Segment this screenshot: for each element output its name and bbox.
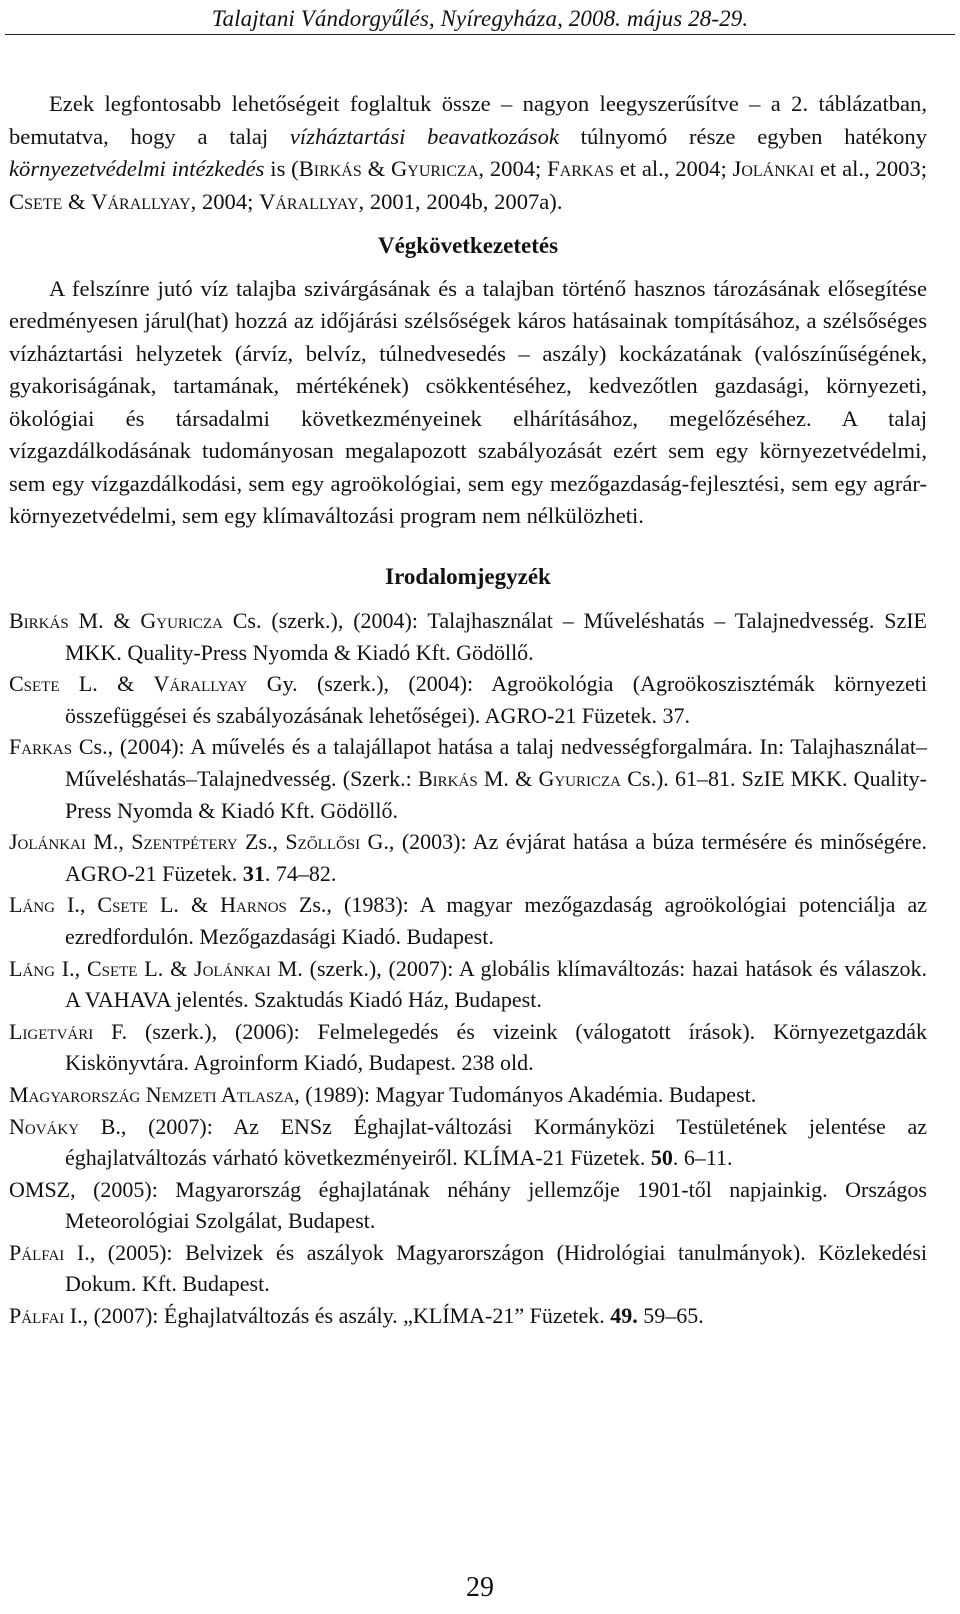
author-name: Birkás <box>9 608 69 633</box>
text-run: I., <box>54 892 98 918</box>
author-name: Jolánkai <box>732 156 815 181</box>
header-rule <box>5 34 955 35</box>
text-run: M., <box>85 829 132 855</box>
conclusion-paragraph: A felszínre jutó víz talajba szivárgásának és a talajban történő hasznos tározásának elősegítése eredményesen járul(hat) hozzá az időjárási szélsőségek káros hatásainak tompításához, a szélsőséges vízháztartási helyzetek (árvíz, belvíz, túlnedvesedés – aszály) kockázatának (valószínűségének, gyakoriságának, tartamának, mértékének) csökkentéséhez, kedvezőtlen gazdasági, környezeti, ökológiai és társadalmi következményeinek elhárításához, megelőzéséhez. A talaj vízgazdálkodásának tudományosan megalapozott szabályozását ezért sem egy környezetvédelmi, sem egy vízgazdálkodási, sem egy agroökológiai, sem egy mezőgazdaság-fejlesztési, sem egy agrár-környezetvédelmi, sem egy klímaváltozási program nem nélkülözheti. <box>9 275 927 528</box>
author-name: Ligetvári <box>9 1018 94 1044</box>
reference-item <box>9 1300 927 1332</box>
author-name: Pálfai <box>9 1239 65 1265</box>
author-name: Gyuricza <box>538 765 622 791</box>
reference-list <box>9 605 927 1332</box>
text-run: OMSZ, (2005): Magyarország éghajlatának néhány jellemzője 1901-től napjainkig. Országos Meteorológiai Szolgálat, Budapest. <box>9 1176 927 1234</box>
running-header: Talajtani Vándorgyűlés, Nyíregyháza, 2008. május 28-29. <box>211 6 749 31</box>
volume-number: 50 <box>650 1145 673 1171</box>
text-run: 59–65. <box>637 1303 704 1329</box>
reference-item <box>9 731 927 826</box>
text-run: et al., 2004; <box>613 156 733 181</box>
reference-item <box>9 1016 927 1079</box>
text-run: Zs., <box>237 829 286 855</box>
text-run: M. & <box>477 765 539 791</box>
author-name: Csete <box>9 188 63 214</box>
volume-number: 49. <box>610 1303 638 1329</box>
author-name: Jolánkai <box>9 829 86 855</box>
author-name: Birkás <box>298 156 362 181</box>
text-run: , 2004; <box>478 156 548 181</box>
author-name: Csete <box>9 671 60 697</box>
page-content <box>9 88 927 1332</box>
text-run: Zs., (1983): A magyar mezőgazdaság agroökológiai potenciálja az ezredfordulón. Mezőgazdasági Kiadó. Budapest. <box>65 892 928 949</box>
text-run: I., (2007): Éghajlatváltozás és aszály. „KLÍMA-21” Füzetek. <box>64 1303 611 1329</box>
author-name: Gyuricza <box>140 608 223 633</box>
author-name: Harnos <box>220 892 287 918</box>
author-name: Várallyay <box>259 188 359 214</box>
volume-number: 31 <box>242 860 265 886</box>
text-run: . 6–11. <box>672 1145 733 1171</box>
author-name: Gyuricza <box>390 156 479 181</box>
reference-item <box>9 668 927 731</box>
author-name: Farkas <box>547 156 614 181</box>
author-name: Várallyay <box>153 671 248 697</box>
author-name: Várallyay <box>91 188 191 214</box>
page-number: 29 <box>466 1572 494 1603</box>
references-heading: Irodalomjegyzék <box>385 563 551 589</box>
author-name: Nováky <box>9 1113 80 1139</box>
author-name: Láng <box>9 955 55 981</box>
text-run: G., (2003): Az évjárat hatása a búza termésére és minőségére. AGRO-21 Füzetek. <box>65 829 927 886</box>
text-run: L. & <box>59 671 154 697</box>
text-run: B., (2007): Az ENSz Éghajlat-változási Kormányközi Testületének jelentése az éghajlatváltozás várható következményeiről. KLÍMA-21 Füzetek. <box>65 1113 927 1171</box>
text-run: . 74–82. <box>264 860 337 886</box>
reference-item <box>9 1111 927 1174</box>
conclusion-heading: Végkövetkezetetés <box>377 233 559 258</box>
reference-item <box>9 1174 927 1237</box>
text-run: M. (szerk.), (2007): A globális klímaváltozás: hazai hatások és válaszok. A VAHAVA jelentés. Szaktudás Kiadó Ház, Budapest. <box>65 955 927 1013</box>
text-run: túlnyomó része egyben hatékony <box>558 123 928 149</box>
text-run: Cs.). 61–81. SzIE MKK. Quality-Press Nyomda & Kiadó Kft. Gödöllő. <box>65 765 927 823</box>
text-run: & <box>62 188 92 214</box>
text-run: I., <box>54 955 87 981</box>
text-run: L. & <box>137 955 195 981</box>
intro-paragraph <box>9 88 927 218</box>
text-run: Cs. (szerk.), (2004): Talajhasználat – Műveléshatás – Talajnedvesség. SzIE MKK. Quality-Press Nyomda & Kiadó Kft. Gödöllő. <box>65 608 927 665</box>
author-name: Birkás <box>417 765 478 791</box>
author-name: Pálfai <box>9 1303 65 1329</box>
author-name: Csete <box>97 892 148 918</box>
author-name: Szőllősi <box>285 829 361 855</box>
author-name: Farkas <box>9 734 73 760</box>
text-run: is ( <box>264 156 299 181</box>
text-run: Gy. (szerk.), (2004): Agroökológia (Agroökoszisztémák környezeti összefüggései és szabályozásának lehetőségei). AGRO-21 Füzetek. 37. <box>65 671 927 728</box>
reference-item <box>9 953 927 1016</box>
text-run: M. & <box>68 608 141 633</box>
reference-item <box>9 826 927 889</box>
author-name: Jolánkai <box>194 955 271 981</box>
text-run: , (1989): Magyar Tudományos Akadémia. Budapest. <box>294 1081 757 1107</box>
text-run: F. (szerk.), (2006): Felmelegedés és vizeink (válogatott írások). Környezetgazdák Kiskönyvtára. Agroinform Kiadó, Budapest. 238 old. <box>65 1018 927 1076</box>
text-run: & <box>361 156 391 181</box>
text-run: Ezek legfontosabb lehetőségeit foglaltuk össze – nagyon leegyszerűsítve – a 2. táblázatban, bemutatva, hogy a talaj <box>9 91 927 149</box>
author-name: Csete <box>86 955 138 981</box>
italic-term: vízháztartási beavatkozások <box>289 123 559 149</box>
text-run: I., (2005): Belvizek és aszályok Magyarországon (Hidrológiai tanulmányok). Közlekedési Dokum. Kft. Budapest. <box>64 1239 927 1297</box>
author-name: Magyarország Nemzeti Atlasza <box>9 1081 295 1107</box>
author-name: Szentpétery <box>131 829 238 855</box>
reference-item <box>9 1079 927 1111</box>
text-run: , 2001, 2004b, 2007a). <box>358 188 563 214</box>
text-run: et al., 2003; <box>814 156 927 181</box>
reference-item <box>9 1237 927 1300</box>
text-run: L. & <box>147 892 221 918</box>
italic-term: környezetvédelmi intézkedés <box>9 156 265 181</box>
author-name: Láng <box>9 892 55 918</box>
text-run: Cs., (2004): A művelés és a talajállapot hatása a talaj nedvességforgalmára. In: Talajhasználat–Műveléshatás–Talajnedvesség. (Szerk.: <box>65 734 927 791</box>
reference-item <box>9 605 927 668</box>
text-run: , 2004; <box>190 188 260 214</box>
reference-item <box>9 889 927 952</box>
